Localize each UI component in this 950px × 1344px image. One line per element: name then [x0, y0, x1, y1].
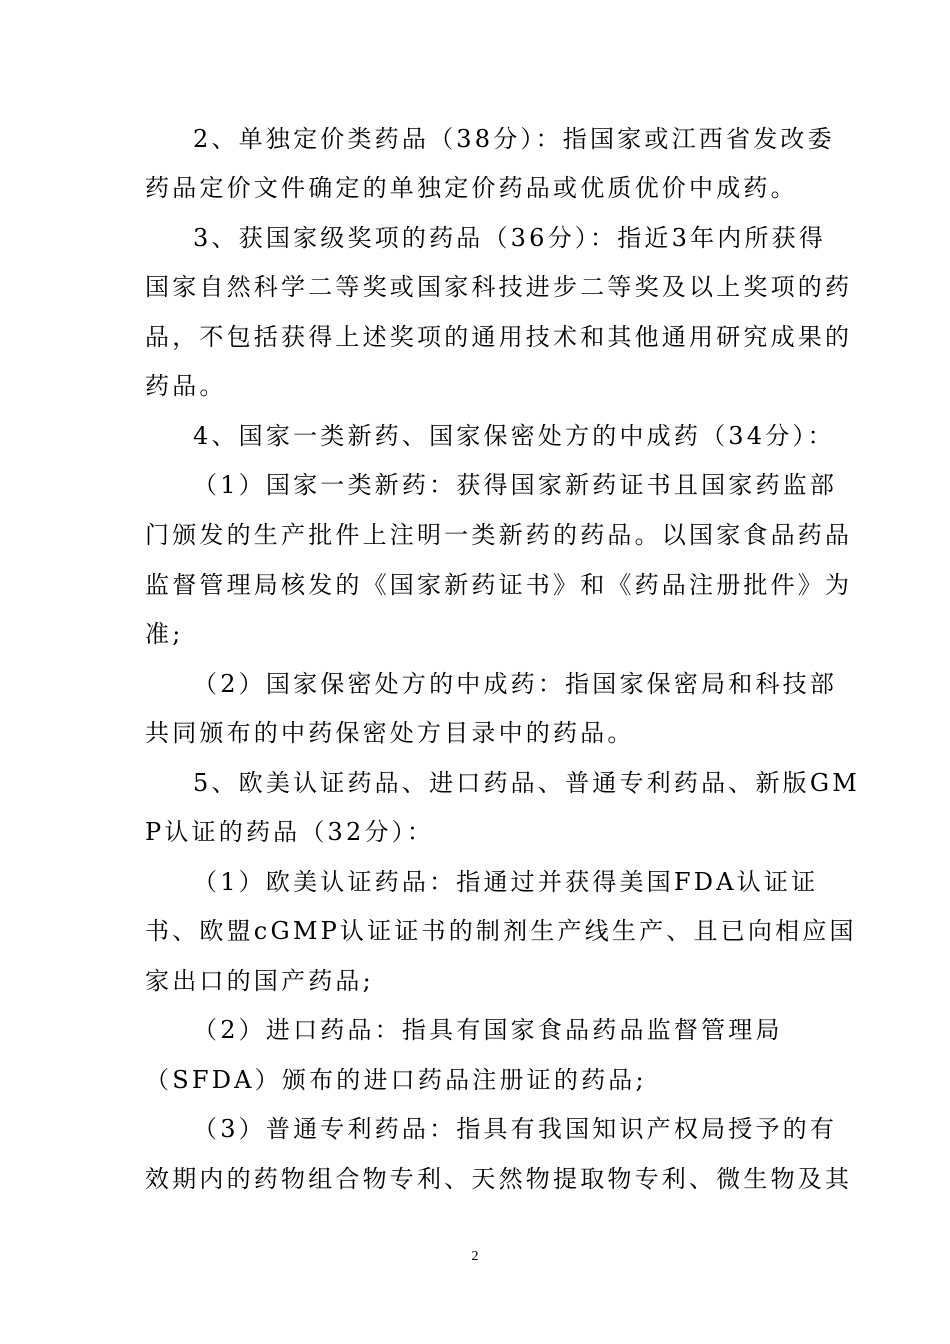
text-line: 品，不包括获得上述奖项的通用技术和其他通用研究成果的	[145, 323, 853, 351]
text-line: 监督管理局核发的《国家新药证书》和《药品注册批件》为	[145, 571, 853, 599]
text-line: 共同颁布的中药保密处方目录中的药品。	[145, 719, 635, 747]
text-line: 5、欧美认证药品、进口药品、普通专利药品、新版GM	[193, 769, 861, 797]
text-line: 效期内的药物组合物专利、天然物提取物专利、微生物及其	[145, 1165, 853, 1193]
text-line: 3、获国家级奖项的药品（36分）：指近3年内所获得	[193, 224, 827, 252]
text-line: 国家自然科学二等奖或国家科技进步二等奖及以上奖项的药	[145, 273, 853, 301]
text-line: （2）国家保密处方的中成药：指国家保密局和科技部	[193, 670, 838, 698]
text-line: 2、单独定价类药品（38分）：指国家或江西省发改委	[193, 125, 835, 153]
text-line: （3）普通专利药品：指具有我国知识产权局授予的有	[193, 1115, 838, 1143]
text-line: P认证的药品（32分）：	[145, 818, 435, 846]
text-line: 药品。	[145, 372, 227, 400]
text-line: （2）进口药品：指具有国家食品药品监督管理局	[193, 1016, 783, 1044]
text-line: 4、国家一类新药、国家保密处方的中成药（34分）：	[193, 422, 835, 450]
text-line: 门颁发的生产批件上注明一类新药的药品。以国家食品药品	[145, 521, 853, 549]
text-line: （1）国家一类新药：获得国家新药证书且国家药监部	[193, 471, 838, 499]
text-line: 家出口的国产药品;	[145, 967, 374, 995]
text-line: （SFDA）颁布的进口药品注册证的药品;	[145, 1066, 647, 1094]
text-line: 药品定价文件确定的单独定价药品或优质优价中成药。	[145, 174, 798, 202]
page-number: 2	[471, 1249, 479, 1264]
text-line: （1）欧美认证药品：指通过并获得美国FDA认证证	[193, 868, 819, 896]
text-line: 书、欧盟cGMP认证证书的制剂生产线生产、且已向相应国	[145, 917, 857, 945]
text-line: 准;	[145, 620, 184, 648]
